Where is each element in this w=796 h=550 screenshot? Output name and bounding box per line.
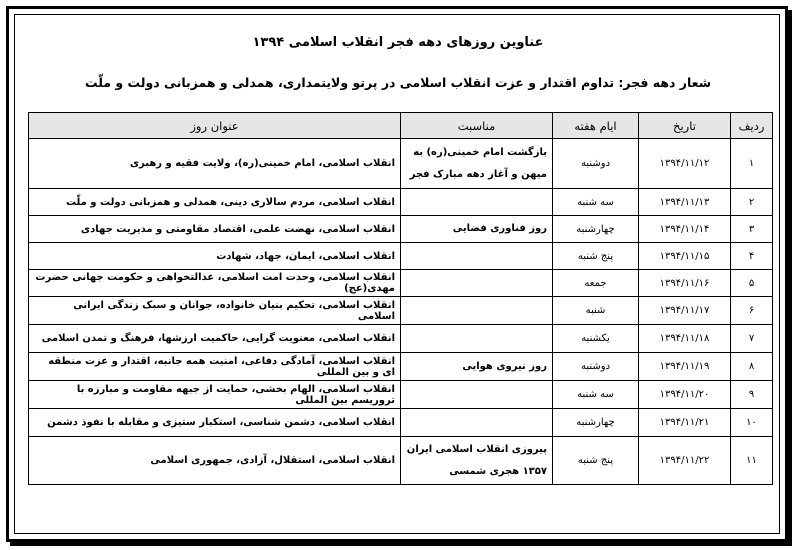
header-occasion: مناسبت [401,113,553,139]
row-date: ۱۳۹۴/۱۱/۲۱ [639,409,731,437]
row-day-title: انقلاب اسلامی، استقلال، آزادی، جمهوری اسلامی [29,437,401,485]
row-occasion [401,243,553,270]
row-weekday: دوشنبه [553,353,639,381]
row-occasion [401,325,553,353]
table-row [29,437,773,485]
table-row [29,189,773,216]
row-weekday: پنج شنبه [553,437,639,485]
row-occasion [401,409,553,437]
row-day-title: انقلاب اسلامی، مردم سالاری دینی، همدلی و همزبانی دولت و ملّت [29,189,401,216]
row-date: ۱۳۹۴/۱۱/۱۸ [639,325,731,353]
row-day-title: انقلاب اسلامی، الهام بخشی، حمایت از جبهه مقاومت و مبارزه با تروریسم بین المللی [29,381,401,409]
row-occasion [401,139,553,189]
occasion-line-2: میهن و آغاز دهه مبارک فجر [409,168,547,180]
row-day-title: انقلاب اسلامی، دشمن شناسی، استکبار ستیزی و مقابله با نفوذ دشمن [29,409,401,437]
row-weekday: سه شنبه [553,381,639,409]
row-occasion [401,437,553,485]
occasion-line-1: بازگشت امام خمینی(ره) به [413,146,547,158]
row-day-title: انقلاب اسلامی، معنویت گرایی، حاکمیت ارزشها، فرهنگ و تمدن اسلامی [29,325,401,353]
row-occasion [401,381,553,409]
occasion-line-1: پیروزی انقلاب اسلامی ایران [406,443,547,455]
row-number: ۲ [731,189,773,216]
table-body [29,139,773,485]
header-date: تاریخ [639,113,731,139]
row-weekday: شنبه [553,297,639,325]
table-row [29,325,773,353]
row-occasion [401,353,553,381]
table-row [29,243,773,270]
table-header-row [29,113,773,139]
header-weekday: ایام هفته [553,113,639,139]
row-weekday: چهارشنبه [553,409,639,437]
occasion-line-1: روز فناوری فضایی [452,223,547,234]
row-date: ۱۳۹۴/۱۱/۱۳ [639,189,731,216]
row-day-title: انقلاب اسلامی، آمادگی دفاعی، امنیت همه جانبه، اقتدار و عزت منطقه ای و بین المللی [29,353,401,381]
row-number: ۱۰ [731,409,773,437]
row-number: ۱۱ [731,437,773,485]
row-occasion [401,216,553,243]
row-weekday: پنج شنبه [553,243,639,270]
row-number: ۹ [731,381,773,409]
row-occasion [401,189,553,216]
row-number: ۶ [731,297,773,325]
row-weekday: یکشنبه [553,325,639,353]
table-row [29,409,773,437]
row-number: ۱ [731,139,773,189]
row-day-title: انقلاب اسلامی، وحدت امت اسلامی، عدالتخواهی و حکومت جهانی حضرت مهدی(عج) [29,270,401,297]
table-row [29,297,773,325]
row-number: ۳ [731,216,773,243]
row-date: ۱۳۹۴/۱۱/۱۲ [639,139,731,189]
row-date: ۱۳۹۴/۱۱/۲۲ [639,437,731,485]
row-day-title: انقلاب اسلامی، نهضت علمی، اقتصاد مقاومتی و مدیریت جهادی [29,216,401,243]
row-weekday: چهارشنبه [553,216,639,243]
row-date: ۱۳۹۴/۱۱/۱۹ [639,353,731,381]
table-row [29,270,773,297]
row-date: ۱۳۹۴/۱۱/۱۶ [639,270,731,297]
days-table [28,112,773,485]
row-number: ۴ [731,243,773,270]
table-row [29,139,773,189]
occasion-line-2: ۱۳۵۷ هجری شمسی [449,465,547,477]
table-row [29,216,773,243]
row-number: ۷ [731,325,773,353]
row-number: ۵ [731,270,773,297]
row-number: ۸ [731,353,773,381]
row-day-title: انقلاب اسلامی، تحکیم بنیان خانواده، جوانان و سبک زندگی ایرانی اسلامی [29,297,401,325]
row-day-title: انقلاب اسلامی، ایمان، جهاد، شهادت [29,243,401,270]
document-title: عناوین روزهای دهه فجر انقلاب اسلامی ۱۳۹۴ [252,35,544,50]
row-weekday: دوشنبه [553,139,639,189]
row-date: ۱۳۹۴/۱۱/۱۵ [639,243,731,270]
table-row [29,353,773,381]
row-date: ۱۳۹۴/۱۱/۱۴ [639,216,731,243]
row-occasion [401,297,553,325]
row-occasion [401,270,553,297]
row-date: ۱۳۹۴/۱۱/۱۷ [639,297,731,325]
row-day-title: انقلاب اسلامی، امام خمینی(ره)، ولایت فقیه و رهبری [29,139,401,189]
table-row [29,381,773,409]
header-row-number: ردیف [731,113,773,139]
occasion-line-1: روز نیروی هوایی [462,360,547,372]
header-day-title: عنوان روز [29,113,401,139]
document-slogan: شعار دهه فجر: تداوم اقتدار و عزت انقلاب اسلامی در پرتو ولایتمداری، همدلی و همزبانی دولت و ملّت [84,75,712,90]
row-weekday: سه شنبه [553,189,639,216]
row-date: ۱۳۹۴/۱۱/۲۰ [639,381,731,409]
row-weekday: جمعه [553,270,639,297]
